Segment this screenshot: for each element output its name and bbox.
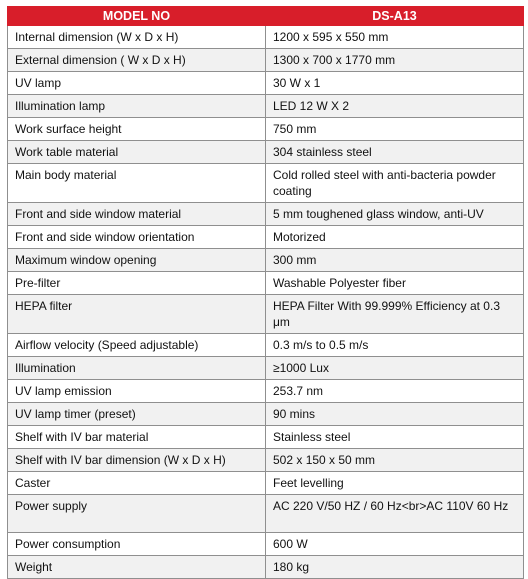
spec-label: UV lamp xyxy=(8,72,266,95)
model-value-header: DS-A13 xyxy=(266,7,524,26)
table-row xyxy=(8,533,524,556)
spec-value: Motorized xyxy=(266,226,524,249)
spec-value: AC 220 V/50 HZ / 60 Hz<br>AC 110V 60 Hz xyxy=(266,495,524,533)
table-row xyxy=(8,380,524,403)
table-row xyxy=(8,164,524,203)
spec-value: 600 W xyxy=(266,533,524,556)
spec-value: 253.7 nm xyxy=(266,380,524,403)
spec-value: Cold rolled steel with anti-bacteria powder coating xyxy=(266,164,524,203)
table-row xyxy=(8,403,524,426)
table-row xyxy=(8,203,524,226)
table-row xyxy=(8,118,524,141)
spec-label: Front and side window material xyxy=(8,203,266,226)
table-row xyxy=(8,249,524,272)
spec-label: Illumination lamp xyxy=(8,95,266,118)
spec-label: Shelf with IV bar dimension (W x D x H) xyxy=(8,449,266,472)
spec-value: 1200 x 595 x 550 mm xyxy=(266,26,524,49)
spec-value: 750 mm xyxy=(266,118,524,141)
spec-value: 1300 x 700 x 1770 mm xyxy=(266,49,524,72)
spec-label: Work surface height xyxy=(8,118,266,141)
spec-label: Caster xyxy=(8,472,266,495)
table-row xyxy=(8,26,524,49)
table-row xyxy=(8,141,524,164)
spec-value: HEPA Filter With 99.999% Efficiency at 0.3 μm xyxy=(266,295,524,334)
spec-value: Stainless steel xyxy=(266,426,524,449)
spec-label: Power consumption xyxy=(8,533,266,556)
spec-label: External dimension ( W x D x H) xyxy=(8,49,266,72)
spec-label: UV lamp timer (preset) xyxy=(8,403,266,426)
table-row xyxy=(8,72,524,95)
spec-value: 180 kg xyxy=(266,556,524,579)
table-row xyxy=(8,495,524,533)
spec-value: 304 stainless steel xyxy=(266,141,524,164)
model-label-header: MODEL NO xyxy=(8,7,266,26)
spec-table xyxy=(7,6,524,579)
spec-label: Pre-filter xyxy=(8,272,266,295)
spec-label: HEPA filter xyxy=(8,295,266,334)
table-row xyxy=(8,272,524,295)
spec-value: Washable Polyester fiber xyxy=(266,272,524,295)
table-row xyxy=(8,95,524,118)
spec-label: UV lamp emission xyxy=(8,380,266,403)
spec-label: Power supply xyxy=(8,495,266,533)
spec-value: 90 mins xyxy=(266,403,524,426)
table-row xyxy=(8,556,524,579)
spec-value: 5 mm toughened glass window, anti-UV xyxy=(266,203,524,226)
spec-label: Maximum window opening xyxy=(8,249,266,272)
table-row xyxy=(8,449,524,472)
spec-label: Airflow velocity (Speed adjustable) xyxy=(8,334,266,357)
table-row xyxy=(8,49,524,72)
spec-value: Feet levelling xyxy=(266,472,524,495)
table-row xyxy=(8,295,524,334)
table-row xyxy=(8,357,524,380)
spec-label: Illumination xyxy=(8,357,266,380)
spec-value: 30 W x 1 xyxy=(266,72,524,95)
spec-label: Shelf with IV bar material xyxy=(8,426,266,449)
spec-value: 502 x 150 x 50 mm xyxy=(266,449,524,472)
spec-label: Weight xyxy=(8,556,266,579)
table-row xyxy=(8,426,524,449)
spec-value: ≥1000 Lux xyxy=(266,357,524,380)
table-row xyxy=(8,334,524,357)
table-row xyxy=(8,472,524,495)
spec-value: 300 mm xyxy=(266,249,524,272)
table-row xyxy=(8,226,524,249)
spec-label: Work table material xyxy=(8,141,266,164)
spec-label: Main body material xyxy=(8,164,266,203)
spec-value: LED 12 W X 2 xyxy=(266,95,524,118)
table-header-row xyxy=(8,7,524,26)
spec-label: Internal dimension (W x D x H) xyxy=(8,26,266,49)
spec-value: 0.3 m/s to 0.5 m/s xyxy=(266,334,524,357)
spec-label: Front and side window orientation xyxy=(8,226,266,249)
spec-table-container xyxy=(7,6,523,579)
